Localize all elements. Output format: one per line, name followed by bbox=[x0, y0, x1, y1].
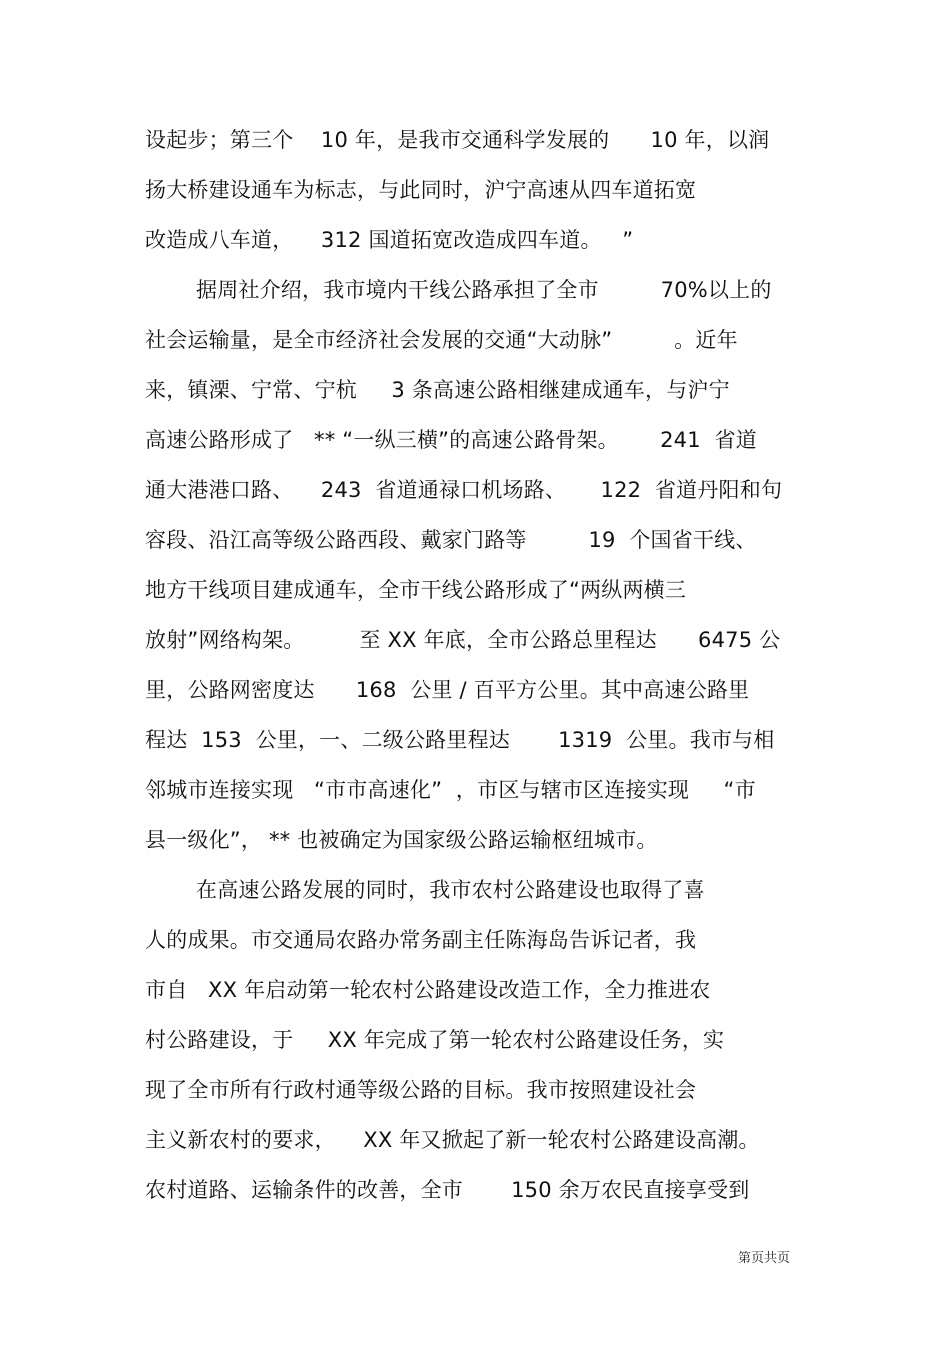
text-line: 人的成果。市交通局农路办常务副主任陈海岛告诉记者，我 bbox=[145, 928, 697, 952]
text-line: 农村道路、运输条件的改善，全市 150 余万农民直接享受到 bbox=[145, 1178, 750, 1202]
text-line: 地方干线项目建成通车，全市干线公路形成了“两纵两横三 bbox=[145, 578, 687, 602]
text-line: 高速公路形成了 ** “一纵三横”的高速公路骨架。 241 省道 bbox=[145, 428, 757, 452]
text-line: 现了全市所有行政村通等级公路的目标。我市按照建设社会 bbox=[145, 1078, 697, 1102]
text-line: 里，公路网密度达 168 公里 / 百平方公里。其中高速公路里 bbox=[145, 678, 750, 702]
text-line: 通大港港口路、 243 省道通禄口机场路、 122 省道丹阳和句 bbox=[145, 478, 783, 502]
text-line: 县一级化”， ** 也被确定为国家级公路运输枢纽城市。 bbox=[145, 828, 658, 852]
text-line: 市自 XX 年启动第一轮农村公路建设改造工作，全力推进农 bbox=[145, 978, 711, 1002]
page-number-footer: 第页共页 bbox=[738, 1251, 791, 1266]
text-line: 来，镇溧、宁常、宁杭 3 条高速公路相继建成通车，与沪宁 bbox=[145, 378, 730, 402]
text-line: 主义新农村的要求， XX 年又掀起了新一轮农村公路建设高潮。 bbox=[145, 1128, 760, 1152]
paragraph-start-line: 据周社介绍，我市境内干线公路承担了全市 70%以上的 bbox=[196, 278, 772, 302]
text-line: 扬大桥建设通车为标志，与此同时，沪宁高速从四车道拓宽 bbox=[145, 178, 697, 202]
text-line: 容段、沿江高等级公路西段、戴家门路等 19 个国省干线、 bbox=[145, 528, 757, 552]
text-line: 放射”网络构架。 至 XX 年底，全市公路总里程达 6475 公 bbox=[145, 628, 781, 652]
text-line: 邻城市连接实现 “市市高速化” ，市区与辖市区连接实现 “市 bbox=[145, 778, 756, 802]
text-line: 程达 153 公里，一、二级公路里程达 1319 公里。我市与相 bbox=[145, 728, 775, 752]
text-line: 设起步；第三个 10 年，是我市交通科学发展的 10 年，以润 bbox=[145, 128, 770, 152]
paragraph-start-line: 在高速公路发展的同时，我市农村公路建设也取得了喜 bbox=[196, 878, 705, 902]
text-line: 村公路建设，于 XX 年完成了第一轮农村公路建设任务，实 bbox=[145, 1028, 725, 1052]
text-line: 社会运输量，是全市经济社会发展的交通“大动脉” 。近年 bbox=[145, 328, 738, 352]
text-line: 改造成八车道， 312 国道拓宽改造成四车道。 ” bbox=[145, 228, 634, 252]
